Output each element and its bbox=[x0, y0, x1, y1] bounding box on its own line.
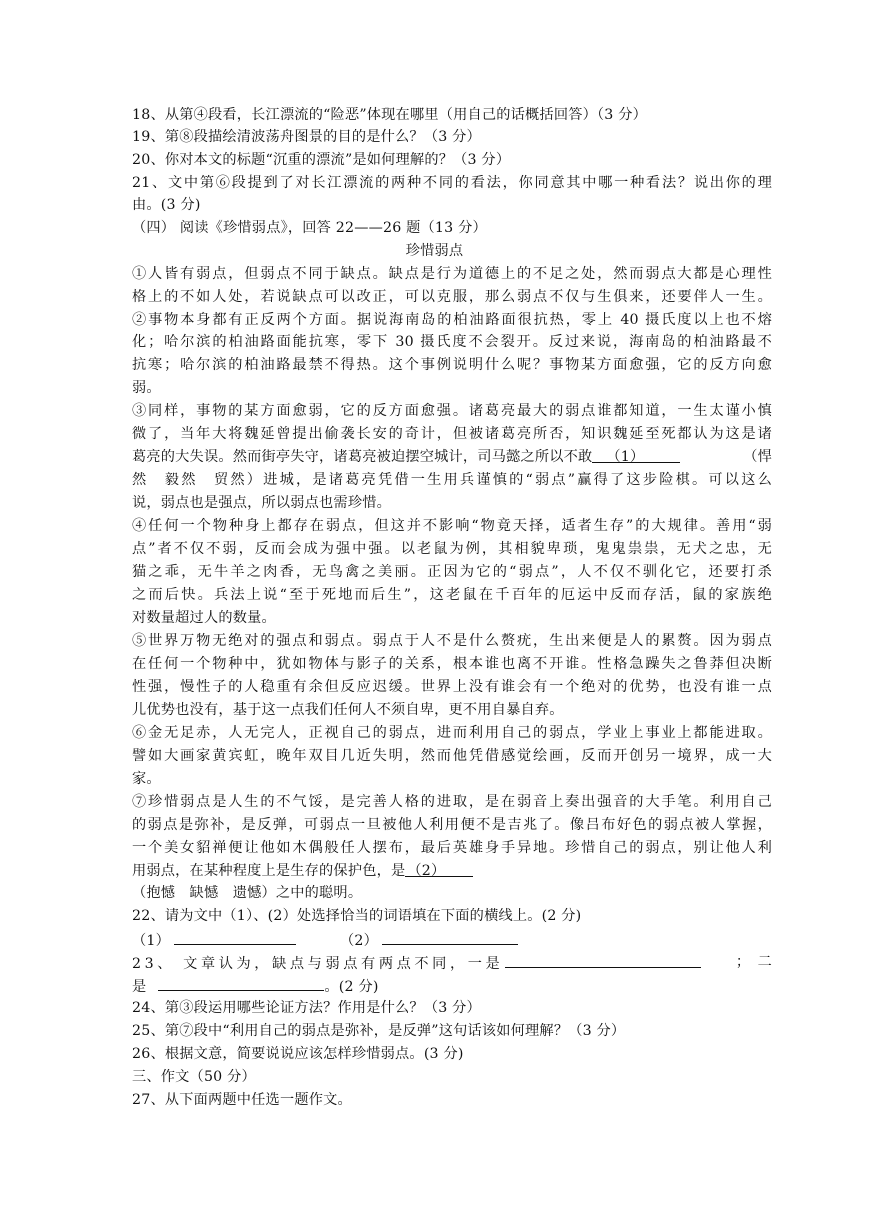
paragraph-6-line1: ⑥金无足赤，人无完人，正视自己的弱点，进而利用自己的弱点，学业上事业上都能进取。 bbox=[132, 725, 772, 741]
paragraph-4-line1: ④任何一个物种身上都存在弱点，但这并不影响“物竟天择，适者生存”的大规律。善用“弱 bbox=[132, 518, 772, 534]
question-22-answers bbox=[132, 928, 772, 952]
paragraph-6-line3: 家。 bbox=[132, 771, 161, 787]
blank-2[interactable] bbox=[405, 860, 473, 877]
question-23-text: 23、 文章认为，缺点与弱点有两点不同，一是 bbox=[132, 956, 504, 972]
paragraph-7-line4-text: 用弱点，在某种程度上是生存的保护色，是 bbox=[132, 863, 406, 879]
question-21-line1: 21、文中第⑥段提到了对长江漂流的两种不同的看法，你同意其中哪一种看法？说出你的理 bbox=[132, 175, 772, 191]
paragraph-7-line2: 的弱点是弥补，是反弹，可弱点一旦被他人利用便不是吉兆了。像吕布好色的弱点被人掌握， bbox=[132, 817, 772, 833]
question-18: 18、从第④段看，长江漂流的“险恶”体现在哪里（用自己的话概括回答）（3 分） bbox=[132, 107, 647, 123]
blank-1[interactable] bbox=[592, 446, 680, 463]
paragraph-4-line2: 点”者不仅不弱，反而会成为强中强。以老鼠为例，其相貌卑琐，鬼鬼祟祟，无犬之忠，无 bbox=[132, 541, 772, 557]
question-26: 26、根据文意，简要说说应该怎样珍惜弱点。(3 分) bbox=[132, 1046, 464, 1062]
answer-2-label: （2） bbox=[340, 933, 379, 949]
paragraph-5-line2: 在任何一个物种中，犹如物体与影子的关系，根本谁也离不开谁。性格急躁失之鲁莽但决断 bbox=[132, 656, 772, 672]
paragraph-6-line2: 譬如大画家黄宾虹，晚年双目几近失明，然而他凭借感觉绘画，反而开创另一境界，成一大 bbox=[132, 748, 772, 764]
paragraph-3-line5: 说，弱点也是强点，所以弱点也需珍惜。 bbox=[132, 495, 391, 511]
answer-23-second-line[interactable] bbox=[158, 974, 324, 991]
paragraph-3-line3-tail: （悍 bbox=[743, 449, 772, 465]
paragraph-5-line4: 儿优势也没有，基于这一点我们任何人不须自卑，更不用自暴自弃。 bbox=[132, 702, 564, 718]
question-21-line2: 由。(3 分) bbox=[132, 197, 201, 213]
paragraph-2-line3: 抗寒；哈尔滨的柏油路最禁不得热。这个事例说明什么呢？事物某方面愈强，它的反方向愈 bbox=[132, 357, 772, 373]
blank-2-label: （2） bbox=[407, 863, 446, 879]
article-title: 珍惜弱点 bbox=[405, 243, 464, 259]
section-4-heading: （四） 阅读《珍惜弱点》，回答 22——26 题（13 分） bbox=[132, 220, 487, 236]
paragraph-3-line1: ③同样，事物的某方面愈弱，它的反方面愈强。诸葛亮最大的弱点谁都知道，一生太谨小慎 bbox=[132, 403, 772, 419]
question-23-line2 bbox=[132, 974, 772, 998]
paragraph-5-line1: ⑤世界万物无绝对的强点和弱点。弱点于人不是什么赘疣，生出来便是人的累赘。因为弱点 bbox=[132, 633, 772, 649]
question-23-score: 。(2 分) bbox=[324, 979, 379, 995]
paragraph-3-line4: 然 毅然 贸然）进城，是诸葛亮凭借一生用兵谨慎的“弱点”赢得了这步险棋。可以这么 bbox=[132, 472, 772, 488]
paragraph-4-line5: 对数量超过人的数量。 bbox=[132, 610, 276, 626]
question-23-second-label: 是 bbox=[132, 979, 147, 995]
paragraph-3-line2: 微了，当年大将魏延曾提出偷袭长安的奇计，但被诸葛亮所否，知识魏延至死都认为这是诸 bbox=[132, 426, 772, 442]
paragraph-7-line3: 一个美女貂禅便让他如木偶般任人摆布，最后英雄身手异地。珍惜自己的弱点，别让他人利 bbox=[132, 840, 772, 856]
answer-1-line[interactable] bbox=[174, 928, 296, 945]
paragraph-2-line1: ②事物本身都有正反两个方面。据说海南岛的柏油路面很抗热，零上 40 摄氏度以上也不熔 bbox=[132, 312, 772, 328]
paragraph-3-line3-text: 葛亮的大失误。然而街亭失守，诸葛亮被迫摆空城计，司马懿之所以不敢 bbox=[132, 449, 593, 465]
question-22: 22、请为文中（1）、(2）处选择恰当的词语填在下面的横线上。(2 分) bbox=[132, 908, 582, 924]
paragraph-7-line1: ⑦珍惜弱点是人生的不气馁，是完善人格的进取，是在弱音上奏出强音的大手笔。利用自己 bbox=[132, 794, 772, 810]
answer-23-first-line[interactable] bbox=[505, 951, 701, 968]
answer-2-line[interactable] bbox=[382, 928, 518, 945]
section-3-heading: 三、作文（50 分） bbox=[132, 1069, 256, 1085]
blank-1-label: （1） bbox=[606, 449, 645, 465]
question-25: 25、第⑦段中“利用自己的弱点是弥补，是反弹”这句话该如何理解？（3 分） bbox=[132, 1023, 626, 1039]
paragraph-5-line3: 性强，慢性子的人稳重有余但反应迟缓。世界上没有谁会有一个绝对的优势，也没有谁一点 bbox=[132, 679, 772, 695]
paragraph-1-line2: 格上的不如人处，若说缺点可以改正，可以克服，那么弱点不仅与生俱来，还要伴人一生。 bbox=[132, 289, 772, 305]
paragraph-3-line3 bbox=[132, 446, 772, 468]
paragraph-2-line2: 化；哈尔滨的柏油路面能抗寒，零下 30 摄氏度不会裂开。反过来说，海南岛的柏油路最不 bbox=[132, 334, 772, 350]
paragraph-7-line5: （抱憾 缺憾 遗憾）之中的聪明。 bbox=[132, 885, 363, 901]
question-24: 24、第③段运用哪些论证方法？作用是什么？（3 分） bbox=[132, 1000, 481, 1016]
question-20: 20、你对本文的标题“沉重的漂流”是如何理解的？（3 分） bbox=[132, 152, 511, 168]
paragraph-4-line3: 猫之乖，无牛羊之肉香，无鸟禽之美丽。正因为它的“弱点”，人不仅不驯化它，还要打杀 bbox=[132, 564, 772, 580]
paragraph-7-line4 bbox=[132, 860, 772, 882]
question-27: 27、从下面两题中任选一题作文。 bbox=[132, 1092, 352, 1108]
answer-1-label: （1） bbox=[132, 933, 171, 949]
paragraph-4-line4: 之而后快。兵法上说“至于死地而后生”，这老鼠在千百年的厄运中反而存活，鼠的家族绝 bbox=[132, 587, 772, 603]
question-23-line1 bbox=[132, 951, 772, 975]
question-19: 19、第⑧段描绘清波荡舟图景的目的是什么？（3 分） bbox=[132, 129, 481, 145]
paragraph-1-line1: ①人皆有弱点，但弱点不同于缺点。缺点是行为道德上的不足之处，然而弱点大都是心理性 bbox=[132, 266, 772, 282]
paragraph-2-line4: 弱。 bbox=[132, 380, 161, 396]
question-23-tail: ； 二 bbox=[735, 954, 772, 970]
